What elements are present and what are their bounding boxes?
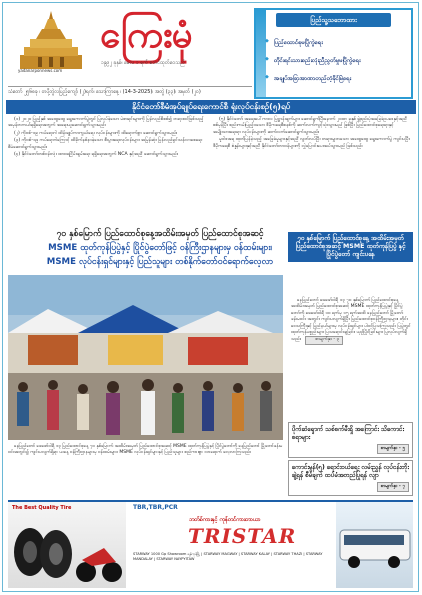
right-column	[213, 117, 411, 151]
headline-line-2: MSME ထုတ်ကုန်ပြပွဲနှင့် ပြိုင်ပွဲတော်ဖြင့် ဝန်ကြီးဌာနများမှ ဝန်ထမ်းများ၊	[48, 243, 272, 253]
page-ref-badge[interactable]: စာမျက်နှာ - ၃	[305, 336, 343, 344]
tire-advertisement[interactable]	[8, 500, 413, 588]
site-url: yadanarponnews.com	[18, 68, 63, 73]
founded-line: ၁၉၉၂ ခုနှစ်၊ မေလ ၁ ရက် စတင်ထုတ်ဝေသည်	[101, 60, 186, 66]
page-ref-badge[interactable]: စာမျက်နှာ - ၇	[377, 482, 409, 492]
paragraph: (၂) ကိုဗစ်-၁၉ ကပ်ရောဂါ ထိန်းချုပ်ကာကွယ်ရေး လုပ်ငန်းများကို ထိရောက်စွာ ဆောင်ရွက်သွားမည်။	[14, 130, 178, 136]
pagoda-logo-icon	[20, 11, 82, 69]
paragraph: (၁) ၂၀၂၀ ပြည့်နှစ် အထွေထွေ ရွေးကောက်ပွဲတွင် ပြုလုပ်ခဲ့သော မဲစာရင်းများကို ပြန်လည်စိစစ်၍ တရားဝင်ဖြစ်သည့် အမှန်တကယ်ရရှိရေးအတွက် အရေးယူဆောင်ရွက်သွားမည်။	[8, 117, 204, 129]
side-article-heading[interactable]: ၇၀ နှစ်မြောက် ပြည်ထောင်စုနေ့ အထိမ်းအမှတ် ပြည်ထောင်စုအဆင့် MSME ထုတ်ကုန်ပြပွဲ နှင့်ပြိုင်ပွဲတော် ကျင်းပနေ	[288, 232, 413, 262]
headline-line-3: MSME လုပ်ငန်းရှင်များနှင့် ပြည်သူများ တစ်နိုက်တော်ဝင်ရောက်လေ့လာ	[46, 257, 274, 267]
teaser-title: ကောင်းမွန်(၅) ရောင်းဝယ်ရေး လမ်းညွှန် လုပ်ငန်းတိုးချဲ့ရန် စီမံချက် ထပ်မံအတည်ပြုရန် လျာ	[292, 464, 409, 479]
ad-product-image	[8, 502, 126, 588]
bus-icon	[336, 502, 413, 588]
ad-tagline: The Best Quality Tire	[12, 505, 72, 511]
paragraph: (၄) နိုင်ငံတော်တစ်ဝန်းလုံး ထာဝရငြိမ်းချမ်းရေး ရရှိရေးအတွက် NCA နှင့်အညီ ဆောင်ရွက်သွားမည်။	[14, 152, 179, 158]
page-ref-badge[interactable]: စာမျက်နှာ - ၅	[377, 444, 409, 454]
left-column	[8, 117, 206, 159]
teaser-box-1[interactable]	[288, 422, 413, 458]
teaser-title: ပိုက်ဆံရှောက် သစ်စက်မီးရှို အကြောင်း သိကောင်းစရာများ	[292, 426, 405, 441]
objectives-heading: ပြည်သူ့သဘောထား	[276, 13, 391, 27]
newspaper-title: ကြေးမုံ	[100, 12, 192, 56]
section-banner: နိုင်ငံတော်စီမံအုပ်ချုပ်ရေးကောင်စီ ရုံးလုပ်ငန်းစဉ်(၅)ရပ်	[6, 100, 416, 114]
paragraph: မူဝါဒအရ ထုတ်ပြန်ခဲ့သည့် အခြေခံမူများနှင့်အညီ လွတ်လပ်ပြီး တရားမျှတသော အထွေထွေ ရွေးကောက်ပွဲ ကျင်းပပြီး ဒီမိုကရေစီ စံနှုန်းများနှင့်အညီ နိုင်ငံတော်တာဝန်များကို လွှဲပြောင်းပေးအပ်သွားမည် ဖြစ်သည်။	[213, 137, 410, 149]
objectives-box	[254, 8, 413, 99]
ad-bus-image	[336, 502, 413, 588]
caption-text: နေပြည်တော် ဖေဖော်ဝါရီ ၁၃ ပြည်ထောင်စုနေ့ ၇၀ နှစ်မြောက် အထိမ်းအမှတ် ပြည်ထောင်စုအဆင့် MSME ထုတ်ကုန်ပြပွဲနှင့် ပြိုင်ပွဲတော်ကို နေပြည်တော် မြို့တော်ခန်းမ ဝင်းအတွင်း၌ ကျင်းပလျက်ရှိရာ ယနေ့ ဝန်ကြီးဌာနများမှ ဝန်ထမ်းများ၊ MSME လုပ်ငန်းရှင်များနှင့် ပြည်သူများ စည်ကားစွာ လာရောက် လေ့လာကြသည်။	[8, 444, 283, 456]
side-article-text: နေပြည်တော် ဖေဖော်ဝါရီ ၁၃ ၇၀ နှစ်မြောက် ပြည်ထောင်စုနေ့ အထိမ်းအမှတ် ပြည်ထောင်စုအဆင့် MSME ထုတ်ကုန်ပြပွဲနှင့် ပြိုင်ပွဲတော်ကို ဖေဖော်ဝါရီ ၁၀ ရက်မှ ၁၅ ရက်အထိ နေပြည်တော် မြို့တော်ခန်းမဝင်း အတွင်း ကျင်းပလျက်ရှိပြီး ပြည်ထောင်စုဝန်ကြီးဌာနများ၊ တိုင်းဒေသကြီးနှင့် ပြည်နယ်များမှ လုပ်ငန်းရှင်များ ပါဝင်ပြသကြသည်။ ပြပွဲတွင် ထုတ်ကုန်ပစ္စည်းများ ပြသရောင်းချခြင်း၊ ယှဉ်ပြိုင်ခြင်းများ ပြုလုပ်လျက်ရှိသည်။	[291, 298, 411, 343]
expo-photo	[8, 275, 283, 440]
main-headline[interactable]	[8, 229, 312, 269]
ad-tire-types: TBR,TBR,PCR	[133, 504, 178, 511]
paragraph: (၅) နိုင်ငံတော် အရေးပေါ်ကာလ ပြဋ္ဌာန်းချက်များ ဆောင်ရွက်ပြီးနောက် ၂၀၀၈ ခုနှစ် ဖွဲ့စည်းပုံအခြေခံဥပဒေနှင့်အညီ စစ်မှန်ပြီး စည်းကမ်းပြည့်ဝသော ဒီမိုကရေစီစနစ်ကို ဆက်လက်ကျင့်သုံးသွားမည် ဖြစ်ပြီး ပြည်ထောင်စုရေးရာနှင့် အမျိုးသားရေးရာ လုပ်ငန်းများကို ဆက်လက်ဆောင်ရွက်သွားမည်။	[213, 117, 408, 135]
side-article-body	[291, 298, 411, 345]
dateline: သံတော် ၂၅၆၈ခု ၊ တပို့တွဲလပြည့်ကျော် (၂)ရက်၊ သောကြာနေ့ ၊ (14-3-2025)၊ အတွဲ (၃၃)၊ အမှတ် (၂၀)	[8, 86, 252, 96]
objective-item: ◆ တိုင်းရင်းသားစည်းလုံးညီညွတ်မှုမပြိုကွဲရေး	[274, 56, 360, 65]
masthead	[6, 8, 251, 82]
paragraph: (၃) ကိုဗစ်-၁၉ ကပ်ရောဂါကြောင့် ထိခိုက်နစ်နာခဲ့သော စီးပွားရေးလုပ်ငန်းများ အမြန်ဆုံး ပြန်လည်ရှင်သန်လာစေရေး စီမံဆောင်ရွက်သွားမည်။	[8, 138, 203, 150]
objective-item: ◆ အချုပ်အခြာအာဏာတည်တံ့ခိုင်မြဲရေး	[274, 74, 351, 83]
ad-contacts: STARWAY 1000 Gp Showroom ရန်ကုန်မြို့ | STARWAY MAGWAY | STARWAY KALAY | STARWAY THAZI | STARWAY MANDALAY | STARWAY NAYPYITAW	[133, 552, 323, 561]
objective-item: ◆ ပြည်ထောင်စုမပြိုကွဲရေး	[274, 38, 323, 47]
headline-line-1: ၇၀ နှစ်မြောက် ပြည်ထောင်စုနေ့အထိမ်းအမှတ် ပြည်ထောင်စုအဆင့်	[56, 229, 264, 239]
ad-brand-logo: TRISTAR	[188, 524, 297, 548]
teaser-box-2[interactable]	[288, 460, 413, 496]
box-ribbon	[256, 10, 266, 97]
photo-caption	[8, 444, 283, 456]
tires-motorbike-icon	[8, 502, 126, 588]
ad-brand-line: ဘတ်စ်ကားနှင့် ကုန်တင်ကားတာယာ	[189, 517, 261, 523]
